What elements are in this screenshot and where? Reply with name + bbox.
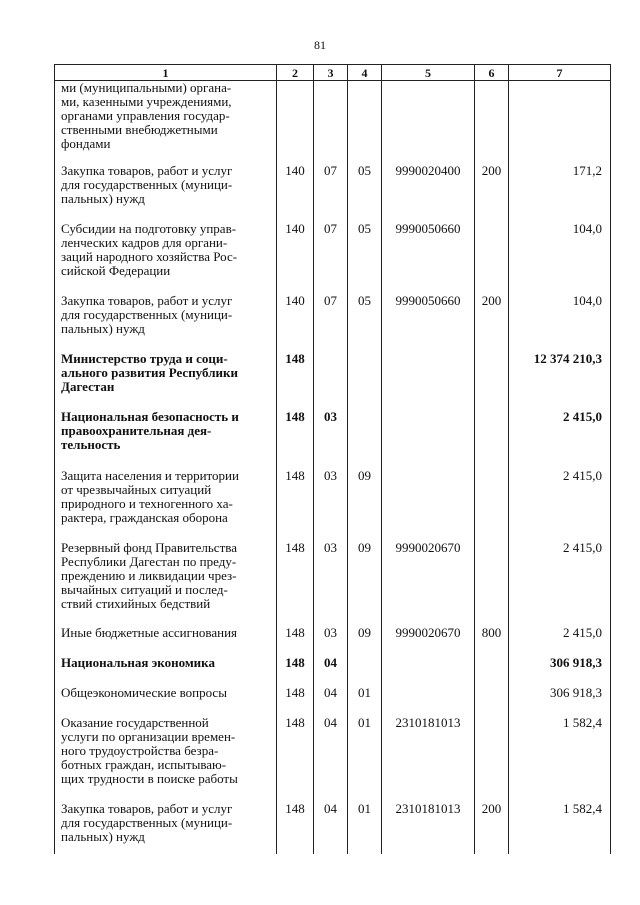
row-value-cell: 9990020400	[382, 162, 475, 220]
row-value-cell	[348, 408, 382, 467]
row-value-cell: 01	[348, 684, 382, 714]
row-label-cell: Общеэкономические вопросы	[55, 684, 277, 714]
row-label-cell: Защита населения и территории от чрезвычайных ситуаций природного и техногенного ха- рактера, гражданская оборона	[55, 467, 277, 539]
row-label-cell: Министерство труда и соци- ального развития Республики Дагестан	[55, 350, 277, 408]
row-value-cell	[475, 220, 509, 292]
row-value-cell	[475, 81, 509, 163]
row-value-cell: 9990020670	[382, 624, 475, 654]
row-value-cell: 148	[277, 350, 314, 408]
column-header: 2	[277, 65, 314, 81]
table-row	[55, 408, 611, 467]
row-value-cell	[475, 654, 509, 684]
row-value-cell: 03	[314, 539, 348, 624]
row-value-cell	[382, 684, 475, 714]
table-row	[55, 654, 611, 684]
row-value-cell: 05	[348, 162, 382, 220]
table-row	[55, 467, 611, 539]
row-label-cell: Национальная безопасность и правоохранительная дея- тельность	[55, 408, 277, 467]
row-label-cell: Национальная экономика	[55, 654, 277, 684]
row-value-cell: 306 918,3	[509, 684, 611, 714]
row-value-cell: 04	[314, 800, 348, 854]
table-row	[55, 220, 611, 292]
table-row	[55, 81, 611, 163]
row-label-cell: Закупка товаров, работ и услуг для государственных (муници- пальных) нужд	[55, 800, 277, 854]
row-value-cell: 07	[314, 220, 348, 292]
row-value-cell: 2310181013	[382, 714, 475, 800]
row-value-cell: 03	[314, 624, 348, 654]
row-label-cell: ми (муниципальными) органа- ми, казенными учреждениями, органами управления государ- ственными внебюджетными фондами	[55, 81, 277, 163]
table-row	[55, 800, 611, 854]
row-label-cell: Резервный фонд Правительства Республики Дагестан по преду- преждению и ликвидации чрез- вычайных ситуаций и послед- ствий стихийных бедствий	[55, 539, 277, 624]
column-header: 4	[348, 65, 382, 81]
row-value-cell	[382, 81, 475, 163]
header-row	[55, 65, 611, 81]
row-value-cell: 9990050660	[382, 220, 475, 292]
row-value-cell: 140	[277, 162, 314, 220]
row-label-cell: Закупка товаров, работ и услуг для государственных (муници- пальных) нужд	[55, 292, 277, 350]
column-header: 5	[382, 65, 475, 81]
row-value-cell: 05	[348, 220, 382, 292]
column-header: 6	[475, 65, 509, 81]
row-value-cell: 200	[475, 292, 509, 350]
row-value-cell: 140	[277, 292, 314, 350]
row-value-cell: 05	[348, 292, 382, 350]
column-header: 1	[55, 65, 277, 81]
row-value-cell: 04	[314, 654, 348, 684]
row-value-cell	[475, 539, 509, 624]
row-label-cell: Субсидии на подготовку управ- ленческих кадров для органи- заций народного хозяйства Рос- сийской Федерации	[55, 220, 277, 292]
row-value-cell: 09	[348, 539, 382, 624]
row-value-cell	[348, 81, 382, 163]
column-header: 3	[314, 65, 348, 81]
row-value-cell: 140	[277, 220, 314, 292]
row-label-cell: Иные бюджетные ассигнования	[55, 624, 277, 654]
row-value-cell: 04	[314, 714, 348, 800]
budget-table-container	[54, 64, 610, 854]
row-value-cell: 800	[475, 624, 509, 654]
row-value-cell: 09	[348, 467, 382, 539]
row-value-cell: 148	[277, 624, 314, 654]
row-value-cell	[382, 408, 475, 467]
row-value-cell: 148	[277, 408, 314, 467]
row-value-cell: 104,0	[509, 220, 611, 292]
row-value-cell: 104,0	[509, 292, 611, 350]
row-value-cell: 12 374 210,3	[509, 350, 611, 408]
row-value-cell: 2 415,0	[509, 408, 611, 467]
row-value-cell	[475, 714, 509, 800]
row-value-cell: 1 582,4	[509, 714, 611, 800]
row-value-cell: 2 415,0	[509, 539, 611, 624]
row-value-cell: 2310181013	[382, 800, 475, 854]
table-row	[55, 624, 611, 654]
row-value-cell	[475, 408, 509, 467]
row-value-cell	[348, 350, 382, 408]
row-value-cell: 01	[348, 714, 382, 800]
table-row	[55, 292, 611, 350]
row-value-cell: 9990020670	[382, 539, 475, 624]
row-value-cell	[382, 350, 475, 408]
row-value-cell: 148	[277, 539, 314, 624]
row-value-cell: 148	[277, 714, 314, 800]
row-value-cell: 2 415,0	[509, 624, 611, 654]
row-value-cell	[382, 467, 475, 539]
row-label-cell: Закупка товаров, работ и услуг для государственных (муници- пальных) нужд	[55, 162, 277, 220]
table-row	[55, 714, 611, 800]
table-row	[55, 539, 611, 624]
row-value-cell	[475, 467, 509, 539]
row-value-cell: 1 582,4	[509, 800, 611, 854]
row-value-cell: 03	[314, 467, 348, 539]
table-row	[55, 684, 611, 714]
table-row	[55, 350, 611, 408]
row-value-cell: 148	[277, 684, 314, 714]
row-value-cell: 171,2	[509, 162, 611, 220]
row-value-cell: 07	[314, 162, 348, 220]
budget-table	[54, 64, 611, 854]
row-value-cell	[509, 81, 611, 163]
row-value-cell: 148	[277, 800, 314, 854]
row-value-cell: 04	[314, 684, 348, 714]
row-value-cell	[348, 654, 382, 684]
page-number: 81	[314, 38, 326, 52]
row-value-cell	[314, 350, 348, 408]
row-value-cell: 03	[314, 408, 348, 467]
row-value-cell: 148	[277, 467, 314, 539]
row-value-cell: 200	[475, 162, 509, 220]
row-value-cell	[382, 654, 475, 684]
row-value-cell: 01	[348, 800, 382, 854]
row-value-cell	[475, 350, 509, 408]
row-value-cell	[475, 684, 509, 714]
row-value-cell: 2 415,0	[509, 467, 611, 539]
row-label-cell: Оказание государственной услуги по организации времен- ного трудоустройства безра- ботных граждан, испытываю- щих трудности в поиске работы	[55, 714, 277, 800]
row-value-cell: 306 918,3	[509, 654, 611, 684]
row-value-cell	[277, 81, 314, 163]
row-value-cell: 9990050660	[382, 292, 475, 350]
column-header: 7	[509, 65, 611, 81]
row-value-cell: 200	[475, 800, 509, 854]
table-row	[55, 162, 611, 220]
row-value-cell: 07	[314, 292, 348, 350]
row-value-cell	[314, 81, 348, 163]
row-value-cell: 148	[277, 654, 314, 684]
row-value-cell: 09	[348, 624, 382, 654]
